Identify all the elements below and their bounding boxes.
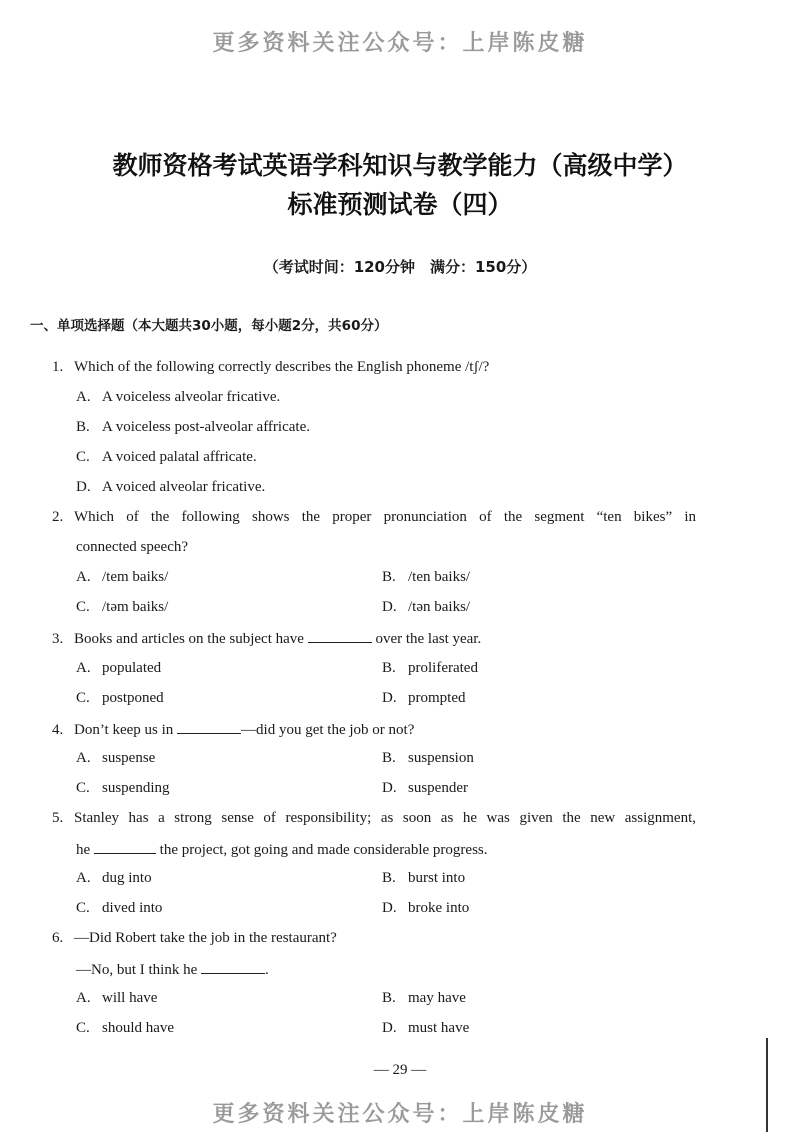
section-heading: 一、单项选择题（本大题共30小题，每小题2分，共60分） [30,318,388,334]
answer-blank [308,628,372,643]
question-6-stem-cont: —No, but I think he . [76,959,269,979]
answer-blank [94,839,156,854]
question-3-stem: 3. Books and articles on the subject have over the last year. [52,628,481,648]
question-6-option-a[interactable]: A. will have [76,990,158,1006]
question-4-stem: 4. Don’t keep us in —did you get the job or not? [52,719,414,739]
answer-blank [177,719,241,734]
question-3-option-c[interactable]: C. postponed [76,690,164,706]
question-1-option-d[interactable]: D. A voiced alveolar fricative. [76,479,266,495]
question-1-option-a[interactable]: A. A voiceless alveolar fricative. [76,389,281,405]
question-6-option-b[interactable]: B. may have [382,990,466,1006]
question-1-option-c[interactable]: C. A voiced palatal affricate. [76,449,257,465]
question-number: 2. [52,509,64,525]
question-5-stem [52,809,698,827]
watermark-top: 更多资料关注公众号：上岸陈皮糖 [212,31,588,56]
question-number: 1. [52,359,64,375]
question-3-option-d[interactable]: D. prompted [382,690,466,706]
exam-title: 教师资格考试英语学科知识与教学能力（高级中学） [112,151,688,180]
question-4-option-d[interactable]: D. suspender [382,780,468,796]
question-2-stem-cont: connected speech? [76,539,189,555]
question-3-option-a[interactable]: A. populated [76,660,162,676]
question-text: Stanley has a strong sense of responsibility; as soon as he was given the new assignment, [74,810,696,826]
question-6-option-c[interactable]: C. should have [76,1020,175,1036]
question-4-option-c[interactable]: C. suspending [76,780,170,796]
question-1-option-b[interactable]: B. A voiceless post-alveolar affricate. [76,419,310,435]
question-2-stem [52,508,698,526]
question-5-option-c[interactable]: C. dived into [76,900,163,916]
question-3-option-b[interactable]: B. proliferated [382,660,478,676]
question-2-option-d[interactable]: D. /tən baiks/ [382,599,471,615]
question-5-option-d[interactable]: D. broke into [382,900,470,916]
question-4-option-b[interactable]: B. suspension [382,750,474,766]
question-2-option-c[interactable]: C. /təm baiks/ [76,599,169,615]
question-number: 6. [52,930,64,946]
question-6-stem: 6. —Did Robert take the job in the restaurant? [52,930,337,946]
page-number: — 29 — [373,1062,427,1078]
question-number: 3. [52,631,64,647]
question-5-option-b[interactable]: B. burst into [382,870,466,886]
question-text: Which of the following shows the proper pronunciation of the segment “ten bikes” in [74,509,696,525]
exam-subtitle: 标准预测试卷（四） [287,190,513,219]
question-5-option-a[interactable]: A. dug into [76,870,152,886]
question-1-stem [52,358,489,376]
question-5-stem-cont: he the project, got going and made considerable progress. [76,839,488,859]
question-2-option-a[interactable]: A. /tem baiks/ [76,569,169,585]
watermark-bottom: 更多资料关注公众号：上岸陈皮糖 [212,1102,588,1127]
answer-blank [201,959,265,974]
question-2-option-b[interactable]: B. /ten baiks/ [382,569,471,585]
question-4-option-a[interactable]: A. suspense [76,750,156,766]
question-text: Which of the following correctly describes the English phoneme /tʃ/? [74,359,490,375]
question-6-option-d[interactable]: D. must have [382,1020,470,1036]
question-number: 5. [52,810,64,826]
question-number: 4. [52,722,64,738]
exam-time-score: （考试时间：120分钟 满分：150分） [263,258,537,276]
